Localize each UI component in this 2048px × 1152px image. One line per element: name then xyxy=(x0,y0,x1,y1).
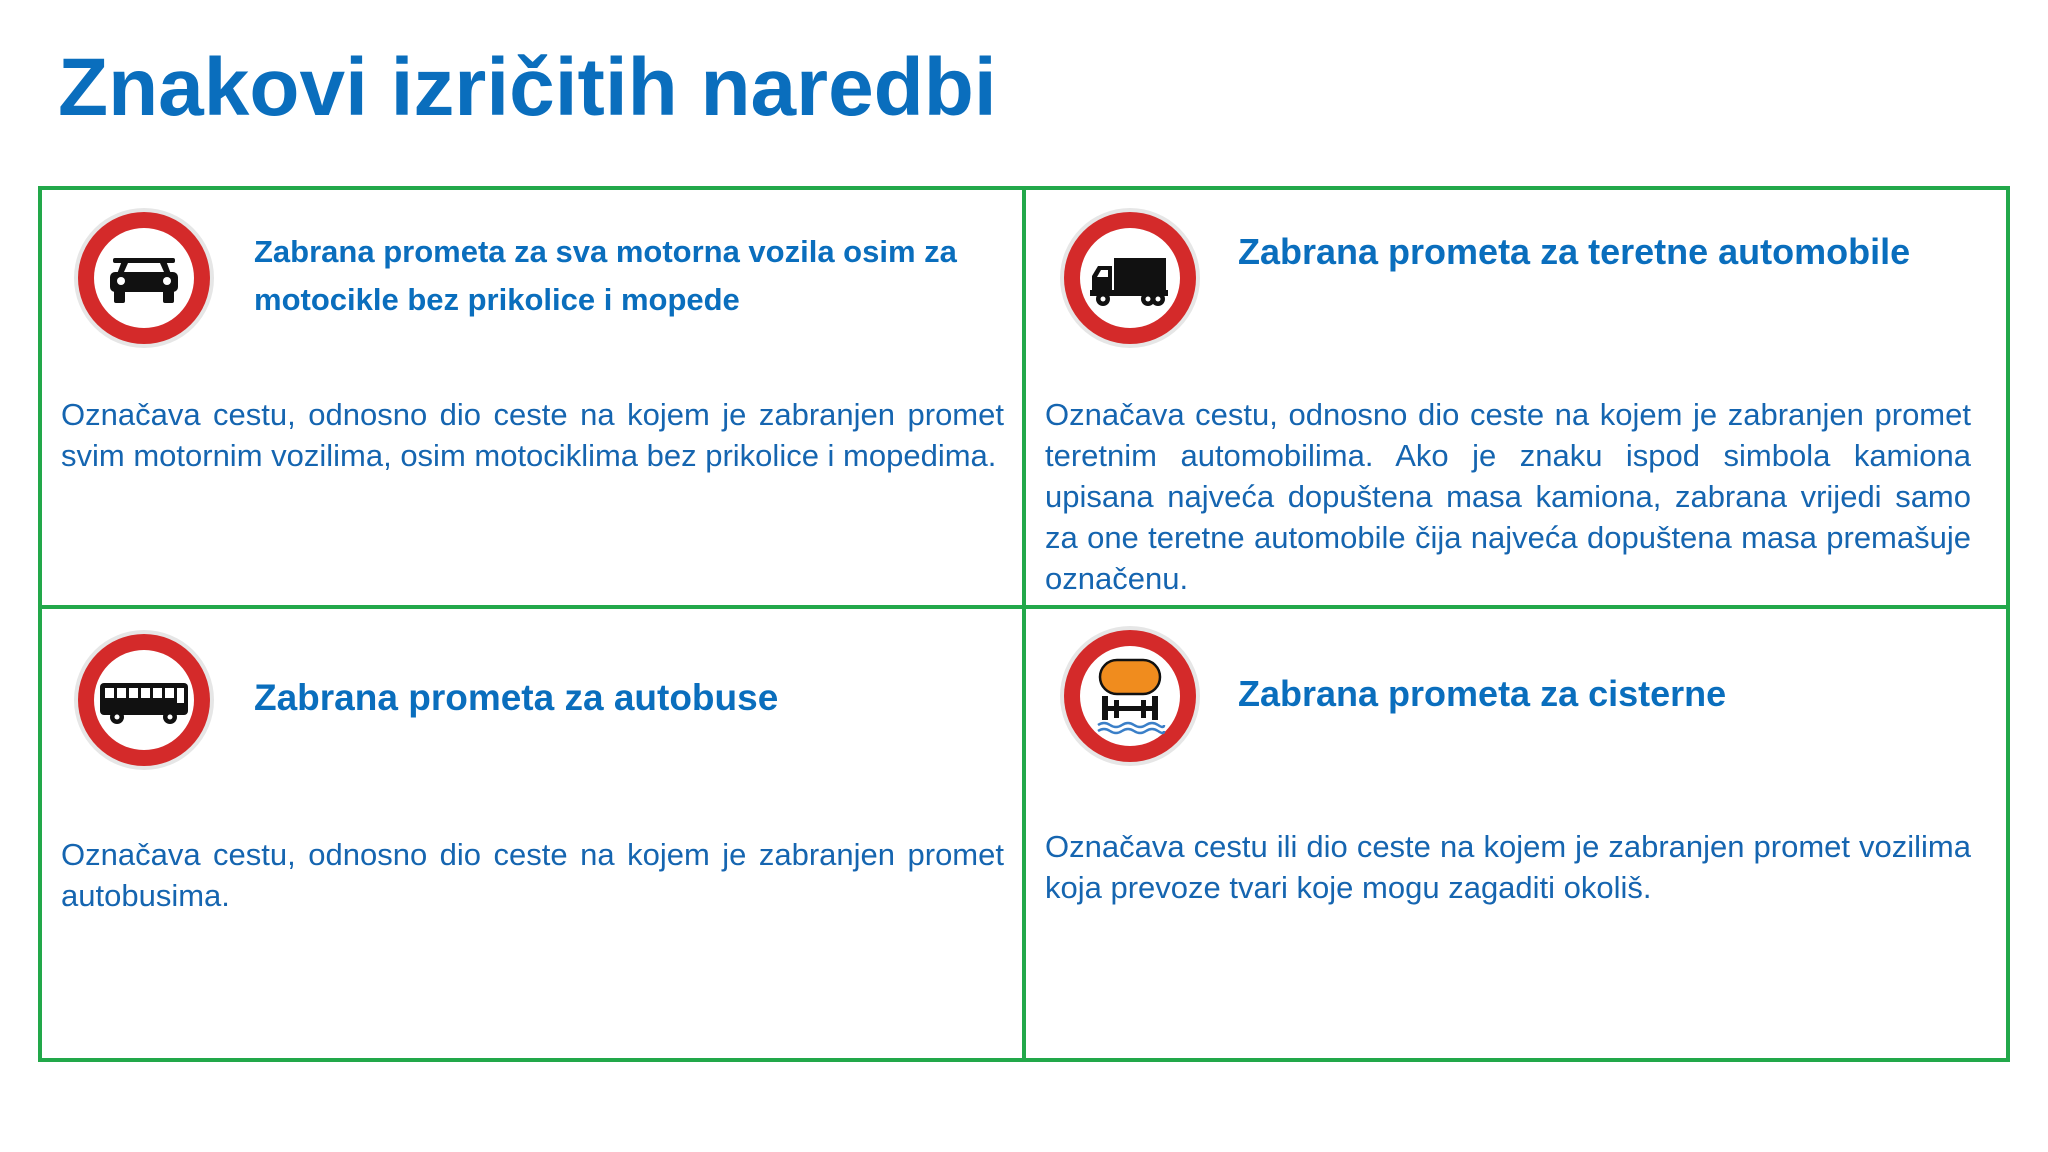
sign-card-description: Označava cestu, odnosno dio ceste na kojem je zabranjen promet autobusima. xyxy=(61,837,1004,913)
grid-divider-horizontal xyxy=(38,605,2010,609)
no-tankers-sign-icon xyxy=(1058,624,1202,768)
sign-card-description: Označava cestu ili dio ceste na kojem je zabranjen promet vozilima koja prevoze tvari koje mogu zagaditi okoliš. xyxy=(1045,829,1971,905)
no-motor-vehicles-sign-icon xyxy=(72,206,216,350)
page-title: Znakovi izričitih naredbi xyxy=(58,42,997,133)
sign-card-heading: Zabrana prometa za sva motorna vozila osim za motocikle bez prikolice i mopede xyxy=(254,234,957,317)
grid-divider-vertical xyxy=(1022,186,1026,1062)
sign-card-heading: Zabrana prometa za teretne automobile xyxy=(1238,231,1911,272)
no-trucks-sign-icon xyxy=(1058,206,1202,350)
no-buses-sign-icon xyxy=(72,628,216,772)
sign-card-heading: Zabrana prometa za cisterne xyxy=(1238,673,1727,714)
sign-card-heading: Zabrana prometa za autobuse xyxy=(254,677,779,718)
sign-card-description: Označava cestu, odnosno dio ceste na kojem je zabranjen promet teretnim automobilima. Ako je znaku ispod simbola kamiona upisana najveća dopuštena masa kamiona, zabrana vrijedi samo za one teretne automobile čija najveća dopuštena masa premašuje označenu. xyxy=(1045,397,1971,596)
sign-card-description: Označava cestu, odnosno dio ceste na kojem je zabranjen promet svim motornim vozilima, osim motociklima bez prikolice i mopedima. xyxy=(61,397,1004,473)
